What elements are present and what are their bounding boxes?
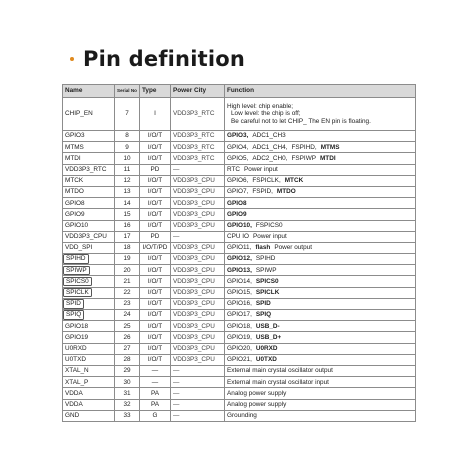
function-token: External main crystal oscillator input	[227, 378, 329, 386]
table-row	[63, 254, 416, 265]
pin-name-cell: VDD_SPI	[63, 242, 115, 253]
table-row	[63, 142, 416, 153]
type-cell: I/O/T	[140, 186, 171, 197]
serial-cell: 25	[115, 321, 140, 332]
function-token: U0TXD	[255, 356, 277, 364]
function-token: GPIO18,	[227, 322, 252, 330]
function-token: Power input	[253, 233, 287, 241]
power-cell: VDD3P3_RTC	[171, 131, 225, 142]
power-cell: —	[171, 377, 225, 388]
power-cell: VDD3P3_CPU	[171, 354, 225, 365]
power-cell: —	[171, 399, 225, 410]
pin-name-cell: VDDA	[63, 388, 115, 399]
table-row	[63, 186, 416, 197]
function-cell	[225, 164, 416, 175]
power-cell: VDD3P3_CPU	[171, 321, 225, 332]
function-cell	[225, 231, 416, 242]
power-cell: VDD3P3_CPU	[171, 186, 225, 197]
power-cell: VDD3P3_CPU	[171, 242, 225, 253]
function-token: RTC	[227, 165, 241, 173]
power-cell: VDD3P3_CPU	[171, 310, 225, 321]
function-token: High level: chip enable;	[227, 102, 294, 110]
function-token: FSPICLK,	[252, 177, 281, 185]
function-token: GPIO7,	[227, 188, 249, 196]
type-cell: I/O/T/PD	[140, 242, 171, 253]
power-cell: VDD3P3_CPU	[171, 220, 225, 231]
serial-cell: 31	[115, 388, 140, 399]
function-cell	[225, 265, 416, 276]
pin-name-cell: MTMS	[63, 142, 115, 153]
function-cell	[225, 310, 416, 321]
col-header-name: Name	[63, 85, 115, 98]
table-row	[63, 198, 416, 209]
function-token: Analog power supply	[227, 400, 287, 408]
pin-name-cell	[63, 310, 115, 321]
type-cell: PD	[140, 164, 171, 175]
function-cell	[225, 365, 416, 376]
serial-cell: 20	[115, 265, 140, 276]
table-row	[63, 231, 416, 242]
type-cell: I/O/T	[140, 265, 171, 276]
table-row	[63, 287, 416, 298]
function-token: GPIO11,	[227, 244, 252, 252]
serial-cell: 17	[115, 231, 140, 242]
function-token: GPIO20,	[227, 344, 252, 352]
power-cell: —	[171, 388, 225, 399]
power-cell: VDD3P3_CPU	[171, 254, 225, 265]
power-cell: VDD3P3_RTC	[171, 153, 225, 164]
pin-name-cell	[63, 287, 115, 298]
type-cell: I/O/T	[140, 209, 171, 220]
function-token: GPIO8	[227, 199, 247, 207]
function-token: CPU IO	[227, 233, 250, 241]
type-cell: I/O/T	[140, 287, 171, 298]
function-token: GPIO19,	[227, 333, 252, 341]
type-cell: PA	[140, 399, 171, 410]
pin-name-cell: GND	[63, 410, 115, 421]
function-token: ADC1_CH4,	[252, 143, 288, 151]
function-cell	[225, 98, 416, 131]
function-token: Power input	[244, 165, 278, 173]
page-title: Pin definition	[83, 47, 246, 71]
table-row	[63, 153, 416, 164]
table-row	[63, 332, 416, 343]
table-row	[63, 388, 416, 399]
pin-name-cell: MTDO	[63, 186, 115, 197]
power-cell: VDD3P3_CPU	[171, 298, 225, 309]
serial-cell: 24	[115, 310, 140, 321]
function-token: Analog power supply	[227, 389, 287, 397]
function-token: SPICLK	[255, 289, 280, 297]
power-cell: —	[171, 231, 225, 242]
function-cell	[225, 287, 416, 298]
type-cell: I/O/T	[140, 310, 171, 321]
table-row	[63, 175, 416, 186]
type-cell: G	[140, 410, 171, 421]
pin-name-cell: VDD3P3_RTC	[63, 164, 115, 175]
function-cell	[225, 209, 416, 220]
serial-cell: 30	[115, 377, 140, 388]
col-header-function: Function	[225, 85, 416, 98]
power-cell: VDD3P3_CPU	[171, 175, 225, 186]
function-token: MTMS	[320, 143, 340, 151]
serial-cell: 19	[115, 254, 140, 265]
table-header-row	[63, 85, 416, 98]
type-cell: I/O/T	[140, 220, 171, 231]
function-cell	[225, 410, 416, 421]
function-token: SPIHD	[255, 255, 276, 263]
function-cell	[225, 399, 416, 410]
power-cell: VDD3P3_CPU	[171, 276, 225, 287]
function-token: USB_D-	[255, 322, 280, 330]
function-token: ADC2_CH0,	[252, 154, 288, 162]
table-row	[63, 220, 416, 231]
type-cell: I/O/T	[140, 175, 171, 186]
pin-name-cell: XTAL_N	[63, 365, 115, 376]
table-row	[63, 276, 416, 287]
serial-cell: 12	[115, 175, 140, 186]
pin-name-box: SPICS0	[63, 277, 92, 286]
pin-name-box: SPIQ	[63, 310, 84, 319]
table-row	[63, 354, 416, 365]
serial-cell: 32	[115, 399, 140, 410]
type-cell: I/O/T	[140, 254, 171, 265]
serial-cell: 23	[115, 298, 140, 309]
function-cell	[225, 131, 416, 142]
serial-cell: 28	[115, 354, 140, 365]
table-row	[63, 98, 416, 131]
function-cell	[225, 198, 416, 209]
function-token: SPICS0	[255, 277, 279, 285]
function-cell	[225, 142, 416, 153]
function-token: U0RXD	[255, 344, 278, 352]
function-cell	[225, 332, 416, 343]
type-cell: —	[140, 365, 171, 376]
table-row	[63, 265, 416, 276]
pin-name-cell: U0TXD	[63, 354, 115, 365]
serial-cell: 22	[115, 287, 140, 298]
pin-name-cell: XTAL_P	[63, 377, 115, 388]
pin-name-cell	[63, 298, 115, 309]
type-cell: PA	[140, 388, 171, 399]
function-token: MTCK	[284, 177, 304, 185]
pin-name-cell: GPIO9	[63, 209, 115, 220]
type-cell: I/O/T	[140, 321, 171, 332]
function-cell	[225, 186, 416, 197]
type-cell: I/O/T	[140, 131, 171, 142]
function-token: FSPIHD,	[291, 143, 317, 151]
function-token: Power output	[274, 244, 312, 252]
serial-cell: 7	[115, 98, 140, 131]
serial-cell: 10	[115, 153, 140, 164]
pin-table	[62, 84, 416, 422]
function-token: FSPID,	[252, 188, 273, 196]
heading-row	[70, 44, 245, 74]
function-token: GPIO21,	[227, 356, 252, 364]
type-cell: I/O/T	[140, 354, 171, 365]
pin-name-cell: GPIO18	[63, 321, 115, 332]
table-row	[63, 321, 416, 332]
serial-cell: 8	[115, 131, 140, 142]
function-token: USB_D+	[255, 333, 282, 341]
serial-cell: 18	[115, 242, 140, 253]
serial-cell: 27	[115, 343, 140, 354]
function-token: GPIO15,	[227, 289, 252, 297]
type-cell: I/O/T	[140, 198, 171, 209]
pin-name-cell: GPIO8	[63, 198, 115, 209]
pin-name-box: SPID	[63, 299, 84, 308]
serial-cell: 11	[115, 164, 140, 175]
type-cell: I/O/T	[140, 332, 171, 343]
power-cell: VDD3P3_RTC	[171, 142, 225, 153]
function-cell	[225, 388, 416, 399]
function-token: FSPIWP	[291, 154, 316, 162]
power-cell: —	[171, 410, 225, 421]
power-cell: VDD3P3_CPU	[171, 265, 225, 276]
pin-name-cell: VDD3P3_CPU	[63, 231, 115, 242]
type-cell: PD	[140, 231, 171, 242]
function-cell	[225, 321, 416, 332]
function-token: SPIWP	[255, 266, 277, 274]
function-token: GPIO13,	[227, 266, 252, 274]
table-row	[63, 310, 416, 321]
function-token: GPIO6,	[227, 177, 249, 185]
function-token: MTDI	[319, 154, 336, 162]
table-row	[63, 343, 416, 354]
table-row	[63, 410, 416, 421]
pin-name-cell	[63, 254, 115, 265]
pin-name-box: SPIWP	[63, 266, 90, 275]
function-cell	[225, 354, 416, 365]
table-row	[63, 298, 416, 309]
pin-name-box: SPIHD	[63, 254, 89, 263]
bullet-dot-icon	[70, 57, 74, 61]
table-row	[63, 209, 416, 220]
type-cell: I/O/T	[140, 298, 171, 309]
table-row	[63, 131, 416, 142]
serial-cell: 29	[115, 365, 140, 376]
function-cell	[225, 242, 416, 253]
function-token: FSPICS0	[255, 221, 283, 229]
pin-name-cell: GPIO3	[63, 131, 115, 142]
serial-cell: 16	[115, 220, 140, 231]
power-cell: —	[171, 365, 225, 376]
serial-cell: 33	[115, 410, 140, 421]
function-cell	[225, 254, 416, 265]
col-header-power: Power City	[171, 85, 225, 98]
function-token: External main crystal oscillator output	[227, 367, 333, 375]
function-token: flash	[255, 244, 271, 252]
function-token: GPIO16,	[227, 300, 252, 308]
type-cell: I/O/T	[140, 153, 171, 164]
function-token: MTDO	[276, 188, 296, 196]
type-cell: I/O/T	[140, 343, 171, 354]
serial-cell: 14	[115, 198, 140, 209]
table-row	[63, 365, 416, 376]
function-token: GPIO14,	[227, 277, 252, 285]
power-cell: —	[171, 164, 225, 175]
power-cell: VDD3P3_CPU	[171, 343, 225, 354]
type-cell: I/O/T	[140, 142, 171, 153]
function-cell	[225, 298, 416, 309]
power-cell: VDD3P3_CPU	[171, 209, 225, 220]
function-cell	[225, 220, 416, 231]
table-row	[63, 377, 416, 388]
function-cell	[225, 377, 416, 388]
function-token: GPIO17,	[227, 311, 252, 319]
function-cell	[225, 343, 416, 354]
serial-cell: 9	[115, 142, 140, 153]
function-token: Grounding	[227, 412, 257, 420]
pin-name-cell: GPIO10	[63, 220, 115, 231]
function-token: GPIO3,	[227, 132, 249, 140]
table-row	[63, 242, 416, 253]
power-cell: VDD3P3_CPU	[171, 332, 225, 343]
function-token: GPIO9	[227, 210, 247, 218]
pin-name-cell: MTCK	[63, 175, 115, 186]
function-token: Be careful not to let CHIP_ The EN pin is floating.	[231, 117, 371, 125]
function-token: GPIO12,	[227, 255, 252, 263]
power-cell: VDD3P3_RTC	[171, 98, 225, 131]
pin-name-cell: CHIP_EN	[63, 98, 115, 131]
power-cell: VDD3P3_CPU	[171, 287, 225, 298]
function-token: GPIO4,	[227, 143, 249, 151]
function-cell	[225, 153, 416, 164]
col-header-type: Type	[140, 85, 171, 98]
function-cell	[225, 175, 416, 186]
pin-name-cell: GPIO19	[63, 332, 115, 343]
serial-cell: 26	[115, 332, 140, 343]
col-header-serial: Serial No	[115, 85, 140, 98]
table-body	[63, 98, 416, 422]
table-row	[63, 399, 416, 410]
type-cell: —	[140, 377, 171, 388]
function-cell	[225, 276, 416, 287]
function-token: GPIO5,	[227, 154, 249, 162]
pin-name-cell: MTDI	[63, 153, 115, 164]
serial-cell: 13	[115, 186, 140, 197]
serial-cell: 15	[115, 209, 140, 220]
pin-name-cell: VDDA	[63, 399, 115, 410]
type-cell: I/O/T	[140, 276, 171, 287]
function-token: GPIO10,	[227, 221, 252, 229]
function-token: SPID	[255, 300, 271, 308]
pin-name-cell	[63, 276, 115, 287]
function-token: SPIQ	[255, 311, 272, 319]
table-row	[63, 164, 416, 175]
function-token: ADC1_CH3	[252, 132, 286, 140]
power-cell: VDD3P3_CPU	[171, 198, 225, 209]
pin-name-cell: U0RXD	[63, 343, 115, 354]
serial-cell: 21	[115, 276, 140, 287]
function-token: Low level: the chip is off;	[231, 110, 301, 118]
pin-name-cell	[63, 265, 115, 276]
type-cell: I	[140, 98, 171, 131]
pin-name-box: SPICLK	[63, 288, 92, 297]
